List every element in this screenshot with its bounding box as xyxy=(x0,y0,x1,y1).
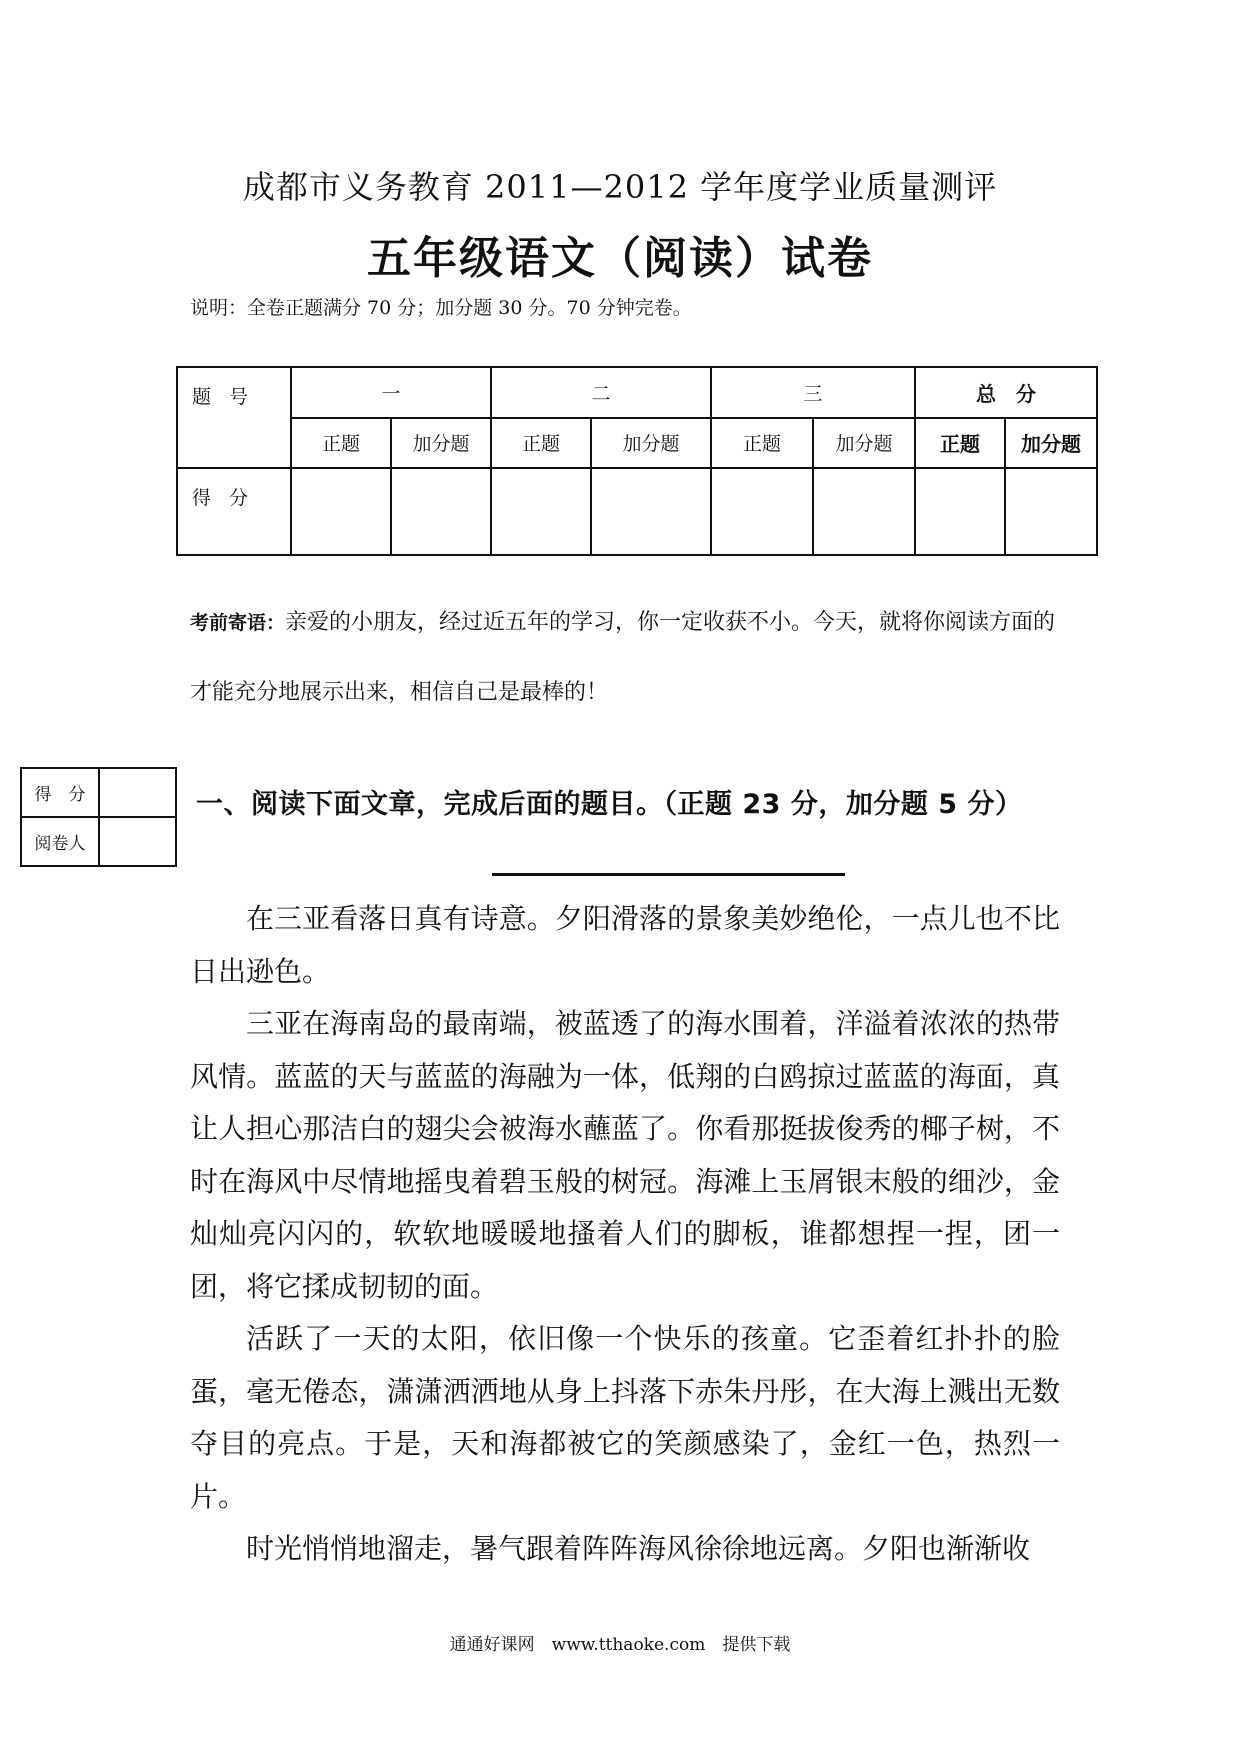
score-cell[interactable] xyxy=(915,468,1005,555)
section-heading: 一、阅读下面文章，完成后面的题目。（正题 23 分，加分题 5 分） xyxy=(196,789,1023,820)
passage-paragraph: 在三亚看落日真有诗意。夕阳滑落的景象美妙绝伦，一点儿也不比日出逊色。 xyxy=(190,902,1060,988)
exam-instructions: 说明：全卷正题满分 70 分；加分题 30 分。70 分钟完卷。 xyxy=(190,297,692,319)
score-cell[interactable] xyxy=(591,468,711,555)
total-sub-header-jia: 加分题 xyxy=(1005,418,1097,469)
grader-name-label: 阅卷人 xyxy=(21,817,99,866)
title-blank-line[interactable] xyxy=(492,873,845,876)
row-label-score: 得 分 xyxy=(177,468,291,555)
sub-header-zheng: 正题 xyxy=(711,418,813,469)
wish-text: 亲爱的小朋友，经过近五年的学习，你一定收获不小。今天，就将你阅读方面的才能充分地展示出来，相信自己是最棒的！ xyxy=(190,610,1056,705)
passage-paragraph: 三亚在海南岛的最南端，被蓝透了的海水围着，洋溢着浓浓的热带风情。蓝蓝的天与蓝蓝的海融为一体，低翔的白鸥掠过蓝蓝的海面，真让人担心那洁白的翅尖会被海水蘸蓝了。你看那挺拔俊秀的椰子树，不时在海风中尽情地摇曳着碧玉般的树冠。海滩上玉屑银末般的细沙，金灿灿亮闪闪的，软软地暖暖地搔着人们的脚板，谁都想捏一捏，团一团，将它揉成韧韧的面。 xyxy=(190,1007,1060,1303)
sub-header-jia: 加分题 xyxy=(591,418,711,469)
score-cell[interactable] xyxy=(391,468,491,555)
score-table xyxy=(176,366,1098,556)
sub-header-zheng: 正题 xyxy=(491,418,591,469)
section-header-3: 三 xyxy=(711,367,915,418)
grader-score-label: 得 分 xyxy=(21,768,99,817)
section-header-2: 二 xyxy=(491,367,711,418)
page-footer: 通通好课网 www.tthaoke.com 提供下载 xyxy=(449,1635,791,1655)
grader-score-cell[interactable] xyxy=(99,768,176,817)
sub-header-jia: 加分题 xyxy=(813,418,915,469)
sub-header-jia: 加分题 xyxy=(391,418,491,469)
score-cell[interactable] xyxy=(1005,468,1097,555)
total-sub-header-zheng: 正题 xyxy=(915,418,1005,469)
exam-wish xyxy=(190,588,1070,728)
exam-title: 五年级语文（阅读）试卷 xyxy=(367,233,873,284)
section-header-1: 一 xyxy=(291,367,491,418)
score-cell[interactable] xyxy=(491,468,591,555)
score-cell[interactable] xyxy=(291,468,391,555)
score-cell[interactable] xyxy=(711,468,813,555)
grader-box xyxy=(20,767,177,867)
total-header: 总 分 xyxy=(915,367,1097,418)
row-label-question-number: 题 号 xyxy=(177,367,291,468)
passage-paragraph: 时光悄悄地溜走，暑气跟着阵阵海风徐徐地远离。夕阳也渐渐收 xyxy=(246,1532,1031,1565)
wish-label: 考前寄语： xyxy=(190,612,286,634)
passage-paragraph: 活跃了一天的太阳，依旧像一个快乐的孩童。它歪着红扑扑的脸蛋，毫无倦态，潇潇洒洒地从身上抖落下赤朱丹彤，在大海上溅出无数夺目的亮点。于是，天和海都被它的笑颜感染了，金红一色，热烈一片。 xyxy=(190,1322,1060,1513)
reading-passage xyxy=(190,893,1060,1576)
grader-name-cell[interactable] xyxy=(99,817,176,866)
score-cell[interactable] xyxy=(813,468,915,555)
exam-subtitle: 成都市义务教育 2011—2012 学年度学业质量测评 xyxy=(242,168,998,206)
sub-header-zheng: 正题 xyxy=(291,418,391,469)
